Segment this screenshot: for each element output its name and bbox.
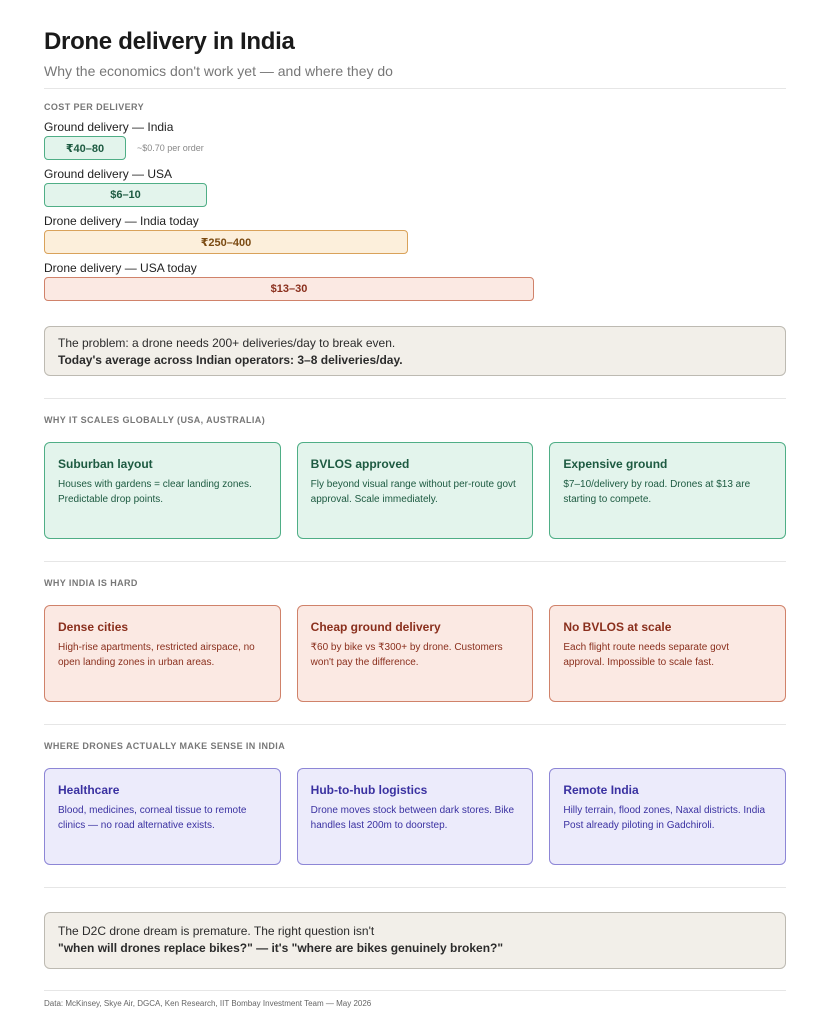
card-no-bvlos [549,605,786,702]
divider [44,561,786,562]
card-text: ₹60 by bike vs ₹300+ by drone. Customers won't pay the difference. [310,642,503,668]
card-expensive-ground [549,442,786,539]
card-cheap-ground-delivery [297,605,534,702]
page-title: Drone delivery in India [44,28,295,55]
card-text: Drone moves stock between dark stores. Bike handles last 200m to doorstep. [310,805,515,831]
card-title: Suburban layout [58,457,153,471]
cost-note: ~$0.70 per order [137,143,204,153]
india-hard-section-label: WHY INDIA IS HARD [44,578,138,588]
cost-row [44,261,786,301]
card-title: Remote India [563,783,639,797]
card-title: Healthcare [58,783,120,797]
cost-row-label: Ground delivery — USA [44,167,173,181]
cost-bar-track [44,136,786,160]
card-title: No BVLOS at scale [563,620,672,634]
cost-bar: $13–30 [44,277,534,301]
conclusion-line-2: "when will drones replace bikes?" — it's "where are bikes genuinely broken?" [58,941,504,955]
makes-sense-cards [44,768,786,865]
divider [44,724,786,725]
card-text: High-rise apartments, restricted airspace, no open landing zones in urban areas. [58,642,255,668]
card-text: Blood, medicines, corneal tissue to remote clinics — no road alternative exists. [58,805,247,831]
problem-line-1: The problem: a drone needs 200+ deliveries/day to break even. [58,336,396,350]
card-healthcare [44,768,281,865]
cost-row [44,167,786,207]
cost-row [44,120,786,160]
makes-sense-section-label: WHERE DRONES ACTUALLY MAKE SENSE IN INDIA [44,741,286,751]
cost-bar: $6–10 [44,183,207,207]
divider [44,398,786,399]
cost-bar: ₹250–400 [44,230,408,254]
card-text: Each flight route needs separate govt approval. Impossible to scale fast. [563,642,730,668]
india-hard-cards [44,605,786,702]
divider [44,990,786,991]
card-remote-india [549,768,786,865]
card-title: Cheap ground delivery [310,620,441,634]
cost-row-label: Drone delivery — India today [44,214,199,228]
conclusion-line-1: The D2C drone dream is premature. The right question isn't [58,924,375,938]
cost-bar-track [44,183,786,207]
cost-section-label: COST PER DELIVERY [44,102,144,112]
card-text: Fly beyond visual range without per-route govt approval. Scale immediately. [310,479,516,505]
cost-bar-track [44,277,786,301]
card-text: Houses with gardens = clear landing zones. Predictable drop points. [58,479,252,505]
problem-line-2: Today's average across Indian operators: 3–8 deliveries/day. [58,353,403,367]
cost-row-label: Ground delivery — India [44,120,174,134]
card-text: $7–10/delivery by road. Drones at $13 are starting to compete. [563,479,751,505]
card-title: BVLOS approved [310,457,410,471]
card-dense-cities [44,605,281,702]
card-title: Expensive ground [563,457,668,471]
card-hub-to-hub [297,768,534,865]
problem-callout [44,326,786,376]
footer-source: Data: McKinsey, Skye Air, DGCA, Ken Research, IIT Bombay Investment Team — May 2026 [44,999,372,1008]
cost-row [44,214,786,254]
card-suburban-layout [44,442,281,539]
global-section-label: WHY IT SCALES GLOBALLY (USA, AUSTRALIA) [44,415,266,425]
card-title: Hub-to-hub logistics [310,783,428,797]
cost-row-label: Drone delivery — USA today [44,261,197,275]
divider [44,88,786,89]
card-title: Dense cities [58,620,129,634]
page-subtitle: Why the economics don't work yet — and where they do [44,63,393,79]
card-bvlos-approved [297,442,534,539]
card-text: Hilly terrain, flood zones, Naxal districts. India Post already piloting in Gadchiroli. [563,805,766,831]
global-cards [44,442,786,539]
conclusion-callout [44,912,786,969]
divider [44,887,786,888]
cost-bar: ₹40–80 [44,136,126,160]
cost-bar-track [44,230,786,254]
